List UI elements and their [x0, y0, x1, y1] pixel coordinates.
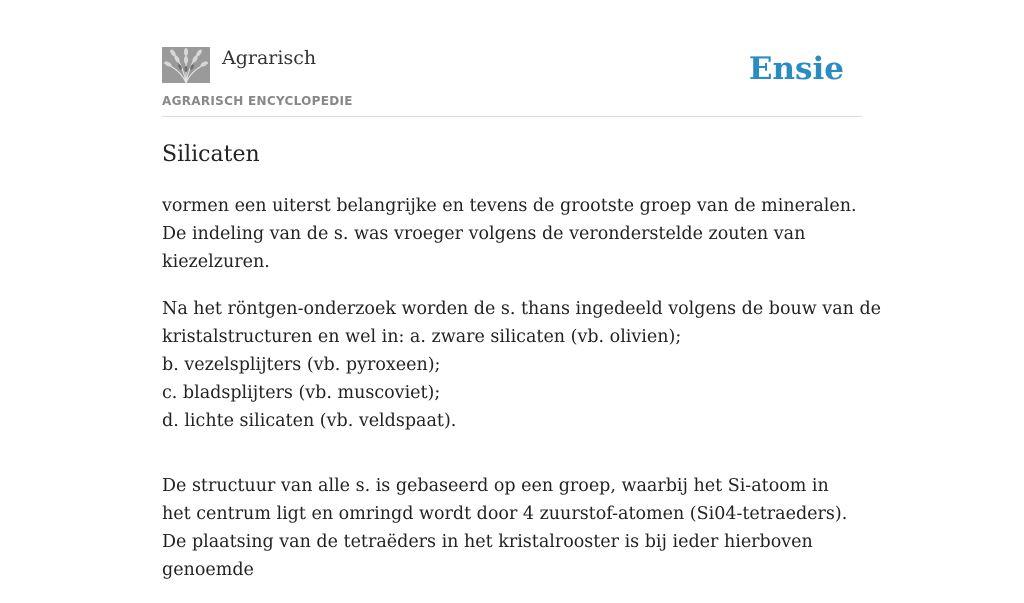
- site-header: [162, 0, 862, 117]
- page: [162, 0, 882, 580]
- brand-logo[interactable]: Ensie: [748, 51, 844, 87]
- paragraph-2-line: kristalstructuren en wel in: a. zware silicaten (vb. olivien);: [162, 327, 682, 347]
- wheat-icon[interactable]: [162, 47, 210, 83]
- site-title[interactable]: Agrarisch: [222, 47, 317, 69]
- paragraph-2: [162, 295, 882, 435]
- site-subtitle: AGRARISCH ENCYCLOPEDIE: [162, 94, 353, 108]
- paragraph-2-line: b. vezelsplijters (vb. pyroxeen);: [162, 355, 441, 375]
- article-title: Silicaten: [162, 142, 260, 167]
- paragraph-2-line: d. lichte silicaten (vb. veldspaat).: [162, 411, 457, 431]
- paragraph-2-line: c. bladsplijters (vb. muscoviet);: [162, 383, 441, 403]
- paragraph-1: vormen een uiterst belangrijke en tevens de grootste groep van de mineralen. De indeling van de s. was vroeger volgens de veronderstelde zouten van kiezelzuren.: [162, 196, 857, 272]
- paragraph-2-line: Na het röntgen-onderzoek worden de s. thans ingedeeld volgens de bouw van de: [162, 299, 882, 319]
- paragraph-3: De structuur van alle s. is gebaseerd op een groep, waarbij het Si-atoom in het centrum ligt en omringd wordt door 4 zuurstof-atomen (Si04-tetraeders). De plaatsing van de tetraëders in het kristalrooster is bij ieder hierboven genoemde: [162, 476, 848, 580]
- article-body: [162, 192, 882, 603]
